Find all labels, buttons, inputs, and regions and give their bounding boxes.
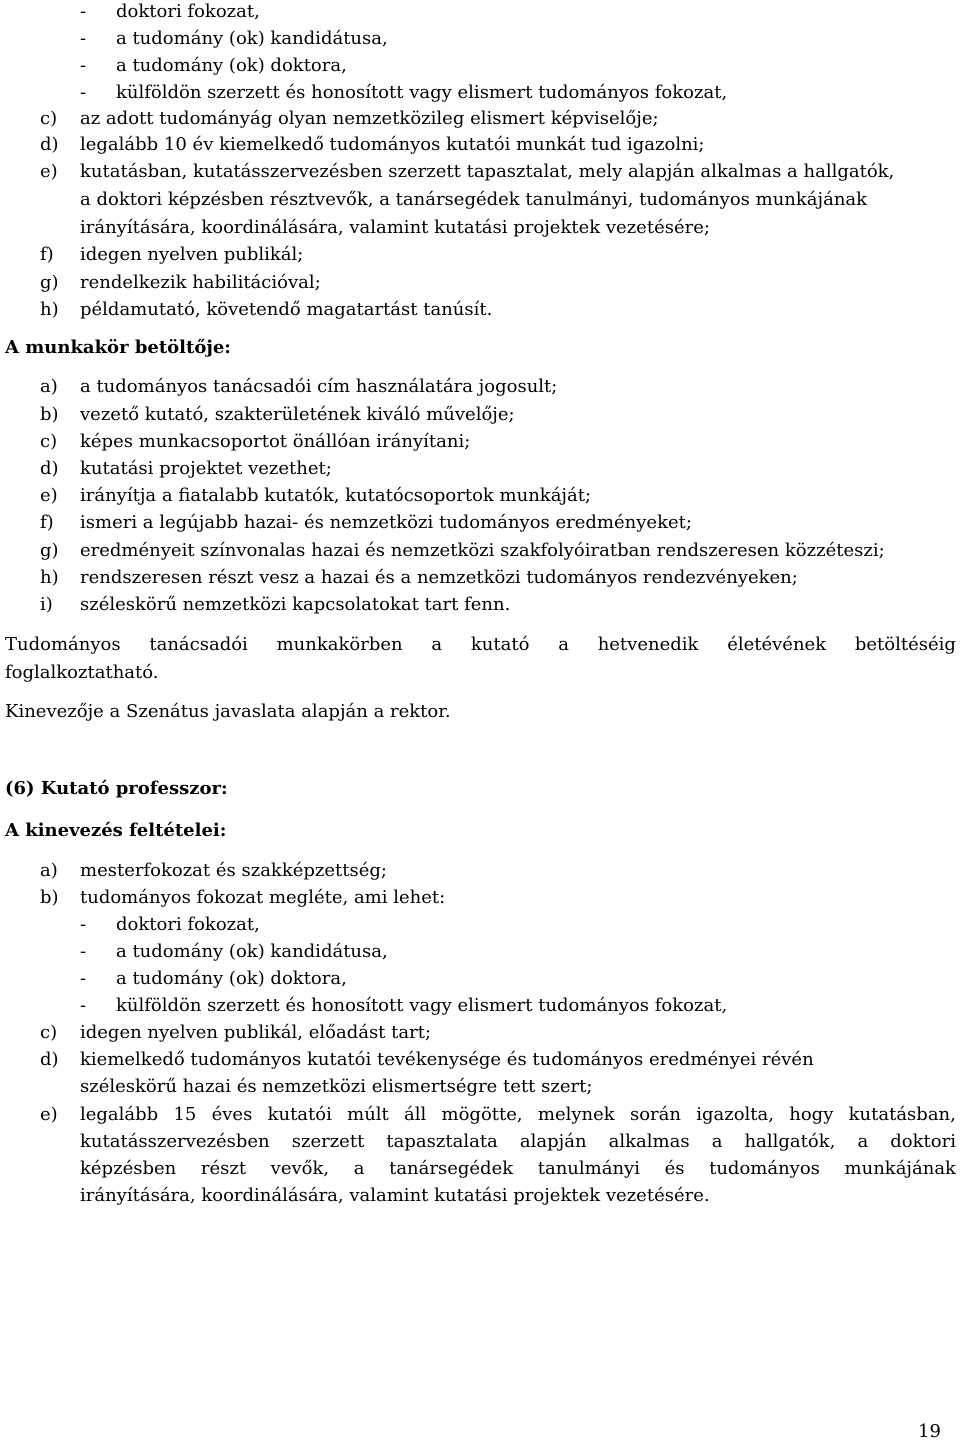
list-item-e-line1: legalább 15 éves kutatói múlt áll mögötte, melynek során igazolta, hogy kutatásban, — [80, 1104, 956, 1125]
list-item-e-line3: képzésben részt vevők, a tanársegédek tanulmányi és tudományos munkájának — [80, 1158, 956, 1179]
paragraph-retirement-line1: Tudományos tanácsadói munkakörben a kutató a hetvenedik életévének betöltéséig — [5, 634, 956, 655]
list-item-e-line2: kutatásszervezésben szerzett tapasztalata alapján alkalmas a hallgatók, a doktori — [80, 1131, 956, 1152]
page-number: 19 — [918, 1421, 941, 1442]
section-subtitle: A kinevezés feltételei: — [5, 820, 227, 841]
section-heading: A munkakör betöltője: — [5, 337, 231, 358]
paragraph-retirement-line2: foglalkoztatható. — [5, 662, 159, 683]
paragraph-appointer: Kinevezője a Szenátus javaslata alapján a rektor. — [5, 701, 451, 722]
section-title: (6) Kutató professzor: — [5, 778, 228, 799]
